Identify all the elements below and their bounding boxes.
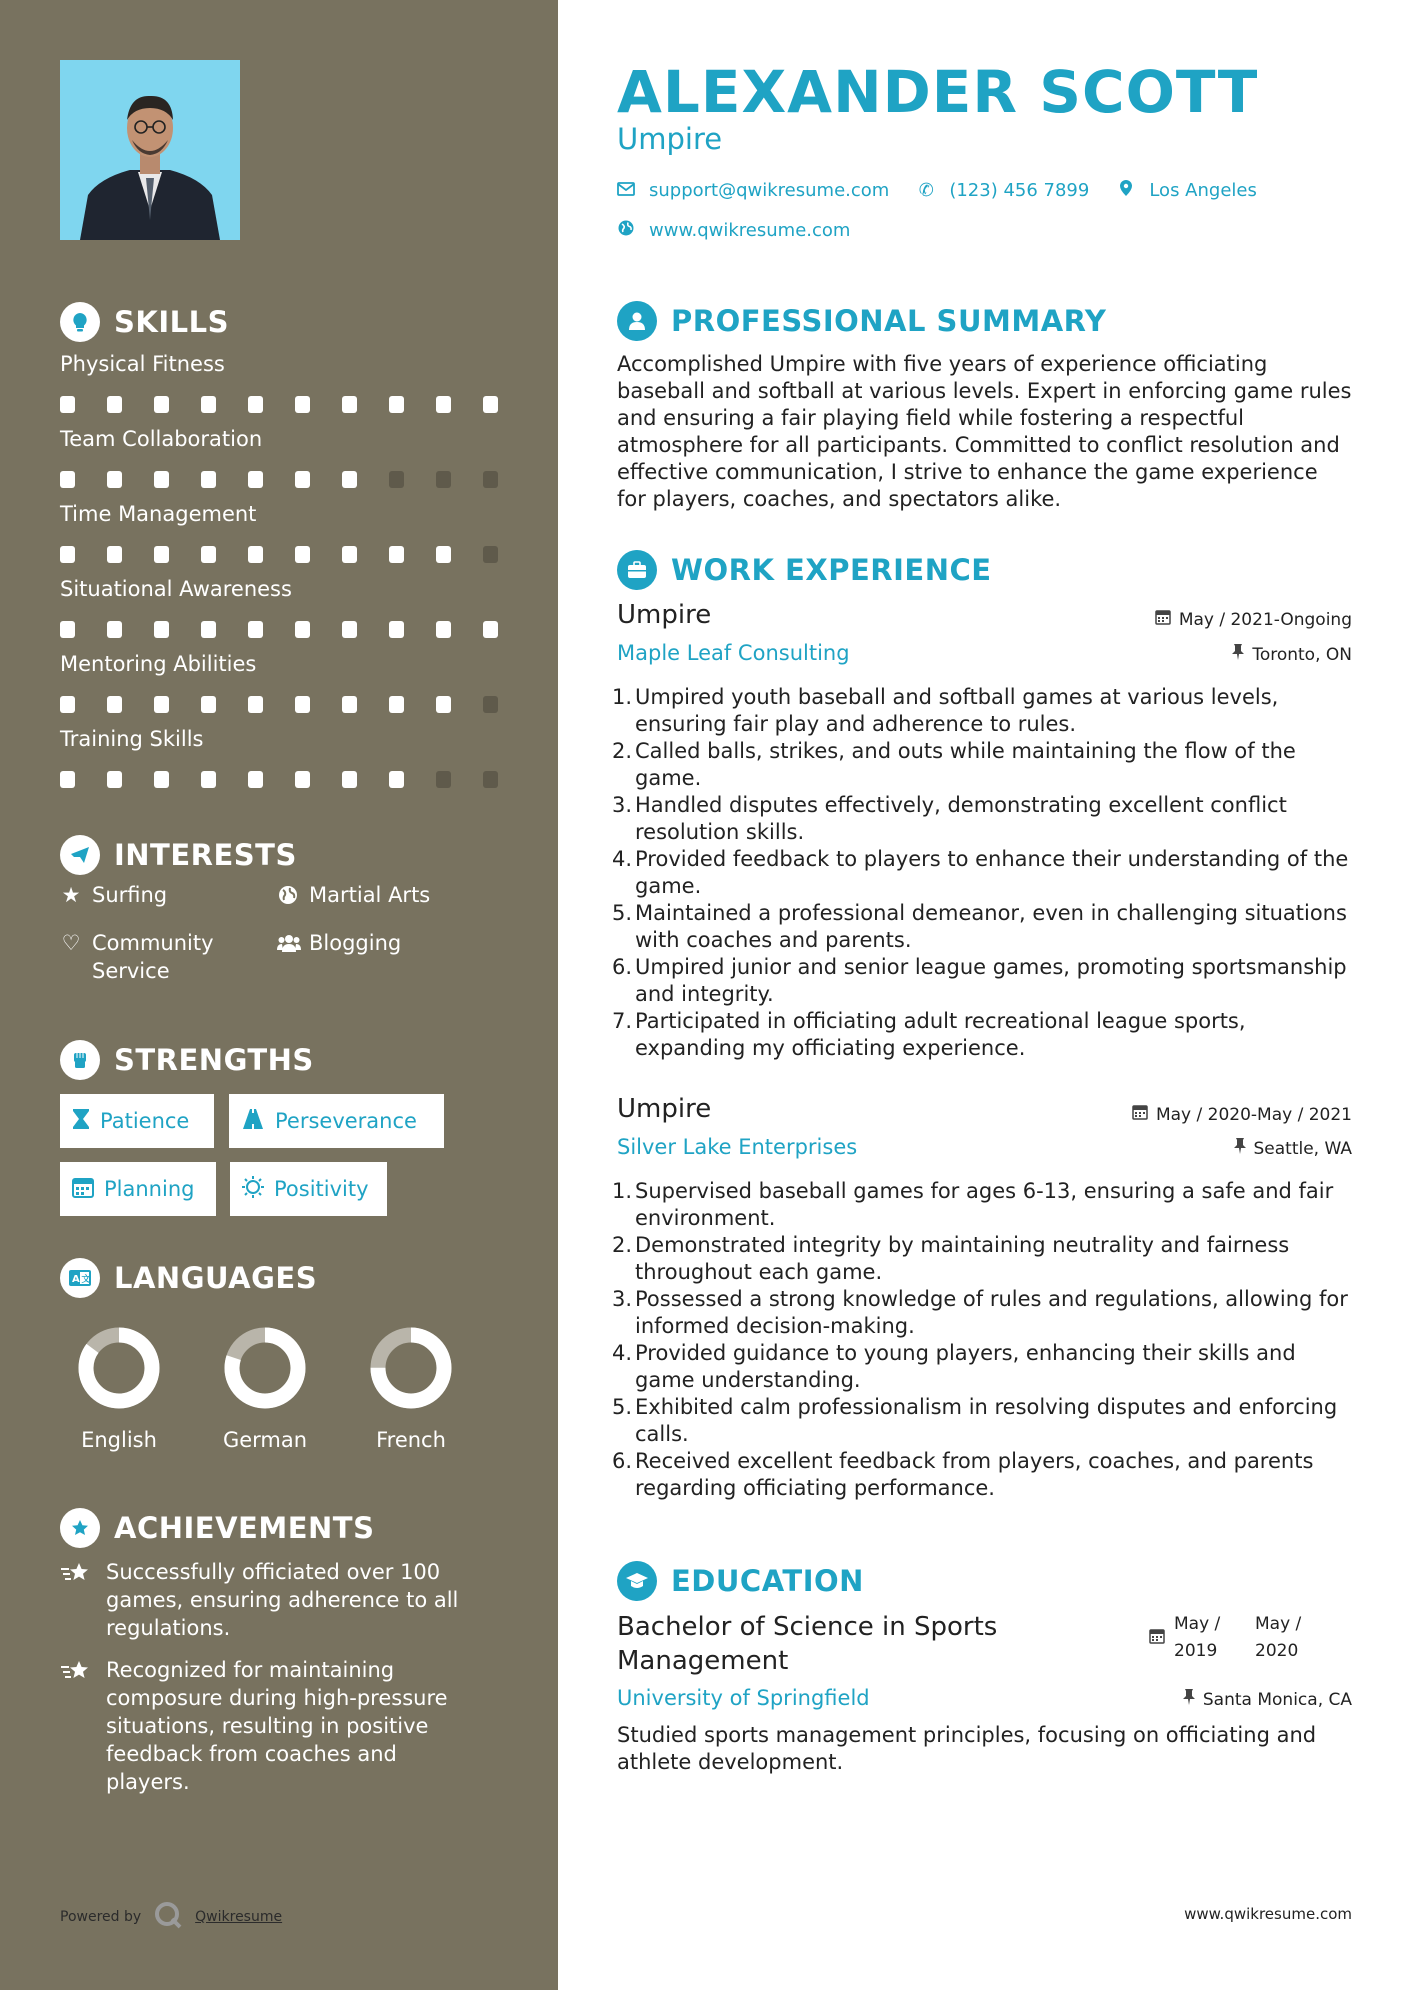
rating-dot-filled — [295, 396, 310, 413]
rating-dot-filled — [201, 396, 216, 413]
rating-dot-filled — [342, 396, 357, 413]
profile-photo — [60, 60, 240, 240]
education-heading — [617, 1561, 864, 1601]
rating-dot-filled — [342, 771, 357, 788]
language-donut — [369, 1326, 453, 1410]
duty-number: 4. — [612, 1341, 633, 1365]
road-icon — [241, 1109, 265, 1134]
medal-icon — [60, 1508, 100, 1548]
duty-number: 6. — [612, 955, 633, 979]
rating-dot-filled — [342, 621, 357, 638]
education-title: EDUCATION — [671, 1564, 864, 1598]
duty-number: 2. — [612, 739, 633, 763]
rating-dot-filled — [248, 621, 263, 638]
skill-row — [60, 346, 520, 421]
pushpin-icon — [1183, 1689, 1195, 1710]
rating-dot-empty — [436, 771, 451, 788]
duty-item — [612, 738, 1352, 792]
rating-dot-filled — [154, 546, 169, 563]
svg-text:文: 文 — [81, 1275, 91, 1285]
sun-icon — [242, 1176, 264, 1203]
job-duties-list — [612, 1178, 1352, 1502]
rating-dot-filled — [201, 471, 216, 488]
star-icon: ★ — [61, 883, 81, 907]
rating-dot-filled — [154, 471, 169, 488]
duty-text: Maintained a professional demeanor, even in challenging situations with coaches and parents. — [635, 901, 1347, 952]
skill-row — [60, 496, 520, 571]
rating-dot-filled — [154, 696, 169, 713]
rating-dot-filled — [295, 546, 310, 563]
job-location: Seattle, WA — [1234, 1138, 1353, 1159]
duty-number: 3. — [612, 1287, 633, 1311]
duty-item — [612, 1448, 1352, 1502]
rating-dot-filled — [154, 621, 169, 638]
website-row — [617, 220, 850, 241]
svg-text:A: A — [72, 1274, 80, 1285]
duty-text: Umpired youth baseball and softball games at various levels, ensuring fair play and adherence to rules. — [635, 685, 1279, 736]
duty-text: Provided guidance to young players, enhancing their skills and game understanding. — [635, 1341, 1296, 1392]
rating-dot-filled — [154, 771, 169, 788]
rating-dot-filled — [436, 696, 451, 713]
calendar-icon — [72, 1176, 94, 1203]
job-dates: May / 2020-May / 2021 — [1132, 1104, 1352, 1125]
footer-url[interactable]: www.qwikresume.com — [1184, 1905, 1352, 1923]
skill-row — [60, 421, 520, 496]
duty-item — [612, 792, 1352, 846]
skill-rating — [60, 621, 498, 638]
rating-dot-filled — [201, 621, 216, 638]
interests-heading — [60, 833, 520, 877]
duty-item — [612, 1008, 1352, 1062]
job-title: Umpire — [617, 1094, 712, 1124]
calendar-icon — [1155, 609, 1171, 630]
duty-item — [612, 846, 1352, 900]
strength-badge: Patience — [60, 1094, 214, 1148]
rating-dot-filled — [248, 696, 263, 713]
map-pin-icon — [1117, 180, 1135, 201]
rating-dot-filled — [60, 771, 75, 788]
contact-row — [617, 180, 1257, 201]
duty-number: 2. — [612, 1233, 633, 1257]
fist-icon — [60, 1040, 100, 1080]
candidate-role: Umpire — [617, 122, 723, 156]
achievement-item: Successfully officiated over 100 games, ensuring adherence to all regulations. — [60, 1558, 486, 1642]
duty-number: 5. — [612, 1395, 633, 1419]
interests-list — [60, 881, 520, 1011]
duty-item — [612, 1340, 1352, 1394]
rating-dot-filled — [483, 396, 498, 413]
skill-name: Training Skills — [60, 727, 204, 751]
rating-dot-filled — [107, 771, 122, 788]
duty-item — [612, 1286, 1352, 1340]
language-name: French — [376, 1428, 446, 1452]
strengths-section — [60, 1038, 520, 1224]
skill-rating — [60, 546, 498, 563]
language-donut — [77, 1326, 161, 1410]
language-donut — [223, 1326, 307, 1410]
job-company: Silver Lake Enterprises — [617, 1135, 858, 1159]
languages-title: LANGUAGES — [114, 1261, 318, 1295]
rating-dot-filled — [436, 546, 451, 563]
globe-icon — [617, 220, 635, 241]
language-icon — [60, 1258, 100, 1298]
duty-item — [612, 900, 1352, 954]
rating-dot-filled — [389, 621, 404, 638]
education-end-date: May / 2020 — [1255, 1614, 1302, 1661]
calendar-icon — [1132, 1104, 1148, 1125]
rating-dot-filled — [154, 396, 169, 413]
skills-section — [60, 300, 520, 796]
candidate-name: ALEXANDER SCOTT — [617, 58, 1259, 126]
duty-number: 6. — [612, 1449, 633, 1473]
rating-dot-filled — [389, 696, 404, 713]
rating-dot-filled — [201, 771, 216, 788]
job-location: Toronto, ON — [1232, 644, 1352, 665]
interests-title: INTERESTS — [114, 838, 297, 872]
rating-dot-empty — [483, 546, 498, 563]
sidebar — [0, 0, 558, 1990]
skill-name: Situational Awareness — [60, 577, 292, 601]
pushpin-icon — [1234, 1138, 1246, 1159]
summary-heading — [617, 301, 1106, 341]
rating-dot-filled — [60, 396, 75, 413]
duty-number: 5. — [612, 901, 633, 925]
heart-outline-icon: ♡ — [61, 931, 81, 955]
phone-number: (123) 456 7899 — [949, 180, 1090, 201]
duty-number: 7. — [612, 1009, 633, 1033]
duty-text: Called balls, strikes, and outs while maintaining the flow of the game. — [635, 739, 1296, 790]
duty-item — [612, 1394, 1352, 1448]
user-icon — [617, 301, 657, 341]
duty-item — [612, 684, 1352, 738]
rating-dot-filled — [107, 471, 122, 488]
strengths-list — [60, 1094, 520, 1224]
rating-dot-filled — [107, 396, 122, 413]
duty-text: Exhibited calm professionalism in resolving disputes and enforcing calls. — [635, 1395, 1338, 1446]
rating-dot-filled — [60, 696, 75, 713]
rating-dot-filled — [248, 771, 263, 788]
skill-rating — [60, 396, 498, 413]
rating-dot-filled — [389, 396, 404, 413]
skill-name: Team Collaboration — [60, 427, 263, 451]
rating-dot-filled — [342, 471, 357, 488]
languages-section — [60, 1256, 520, 1486]
languages-heading — [60, 1256, 520, 1300]
rating-dot-filled — [107, 546, 122, 563]
summary-title: PROFESSIONAL SUMMARY — [671, 304, 1107, 338]
qwikresume-logo-icon — [153, 1900, 183, 1934]
education-degree: Bachelor of Science in Sports Management — [617, 1612, 998, 1676]
email-link[interactable]: support@qwikresume.com — [649, 180, 890, 201]
duty-text: Received excellent feedback from players, coaches, and parents regarding officiating performance. — [635, 1449, 1314, 1500]
rating-dot-filled — [295, 471, 310, 488]
duty-number: 1. — [612, 685, 633, 709]
duty-number: 4. — [612, 847, 633, 871]
calendar-icon — [1149, 1628, 1165, 1648]
rating-dot-empty — [483, 471, 498, 488]
strength-badge: Positivity — [230, 1162, 387, 1216]
duty-text: Umpired junior and senior league games, promoting sportsmanship and integrity. — [635, 955, 1347, 1006]
language-item — [346, 1326, 476, 1452]
users-icon — [277, 929, 299, 960]
education-start-date: May / 2019 — [1174, 1614, 1221, 1661]
strengths-title: STRENGTHS — [114, 1043, 314, 1077]
duty-number: 1. — [612, 1179, 633, 1203]
hourglass-icon — [72, 1108, 90, 1135]
rating-dot-filled — [107, 621, 122, 638]
rating-dot-empty — [389, 471, 404, 488]
skill-rating — [60, 471, 498, 488]
achievements-section — [60, 1506, 520, 1794]
briefcase-icon — [617, 550, 657, 590]
interest-item: Blogging — [277, 929, 401, 960]
rating-dot-filled — [389, 771, 404, 788]
skills-title: SKILLS — [114, 305, 229, 339]
skill-name: Mentoring Abilities — [60, 652, 257, 676]
skill-rating — [60, 696, 498, 713]
skills-heading — [60, 300, 520, 344]
rating-dot-filled — [107, 696, 122, 713]
education-school: University of Springfield — [617, 1686, 870, 1710]
rating-dot-empty — [483, 696, 498, 713]
rating-dot-filled — [436, 396, 451, 413]
language-item — [54, 1326, 184, 1452]
rating-dot-filled — [342, 546, 357, 563]
skill-rating — [60, 771, 498, 788]
rating-dot-filled — [295, 771, 310, 788]
strengths-heading — [60, 1038, 520, 1082]
job-company: Maple Leaf Consulting — [617, 641, 850, 665]
strength-badge: Planning — [60, 1162, 216, 1216]
skill-name: Physical Fitness — [60, 352, 225, 376]
language-name: English — [81, 1428, 157, 1452]
education-description: Studied sports management principles, focusing on officiating and athlete development. — [617, 1723, 1317, 1774]
website-link[interactable]: www.qwikresume.com — [649, 220, 851, 241]
paper-plane-icon — [60, 835, 100, 875]
envelope-icon — [617, 180, 635, 201]
job-title: Umpire — [617, 600, 712, 630]
lightbulb-icon — [60, 302, 100, 342]
shooting-star-icon — [60, 1558, 92, 1642]
location-text: Los Angeles — [1149, 180, 1257, 201]
rating-dot-filled — [295, 696, 310, 713]
interest-item: ♡ Community Service — [61, 931, 214, 983]
duty-number: 3. — [612, 793, 633, 817]
interest-item: Martial Arts — [277, 881, 430, 912]
duty-text: Supervised baseball games for ages 6-13, ensuring a safe and fair environment. — [635, 1179, 1334, 1230]
duty-text: Provided feedback to players to enhance their understanding of the game. — [635, 847, 1349, 898]
duty-text: Handled disputes effectively, demonstrating excellent conflict resolution skills. — [635, 793, 1287, 844]
education-location: Santa Monica, CA — [1183, 1689, 1352, 1710]
duty-text: Possessed a strong knowledge of rules and regulations, allowing for informed decision-making. — [635, 1287, 1348, 1338]
experience-title: WORK EXPERIENCE — [671, 553, 992, 587]
rating-dot-filled — [248, 471, 263, 488]
duty-text: Participated in officiating adult recreational league sports, expanding my officiating experience. — [635, 1009, 1246, 1060]
skill-name: Time Management — [60, 502, 257, 526]
skill-row — [60, 571, 520, 646]
achievement-item: Recognized for maintaining composure during high-pressure situations, resulting in positive feedback from coaches and players. — [60, 1656, 486, 1796]
powered-by: Powered by Qwikresume — [60, 1900, 282, 1934]
experience-heading — [617, 550, 992, 590]
rating-dot-empty — [436, 471, 451, 488]
strength-badge: Perseverance — [229, 1094, 444, 1148]
interest-item: ★ Surfing — [61, 883, 168, 907]
duty-item — [612, 1178, 1352, 1232]
rating-dot-filled — [436, 621, 451, 638]
achievements-heading — [60, 1506, 520, 1550]
duty-item — [612, 1232, 1352, 1286]
summary-text: Accomplished Umpire with five years of experience officiating baseball and softball at various levels. Expert in enforcing game rules and ensuring a fair playing field while fostering a respectful atmosphere for all participants. Committed to conflict resolution and effective communication, I strive to enhance the game experience for players, coaches, and spectators alike. — [617, 352, 1352, 511]
rating-dot-empty — [483, 771, 498, 788]
qwikresume-link[interactable]: Qwikresume — [195, 1909, 283, 1925]
interests-section — [60, 833, 520, 1011]
language-name: German — [222, 1428, 308, 1452]
rating-dot-filled — [295, 621, 310, 638]
achievements-title: ACHIEVEMENTS — [114, 1511, 375, 1545]
graduation-cap-icon — [617, 1561, 657, 1601]
skills-list — [60, 346, 520, 796]
rating-dot-filled — [248, 546, 263, 563]
rating-dot-filled — [60, 546, 75, 563]
rating-dot-filled — [60, 471, 75, 488]
shooting-star-icon — [60, 1656, 92, 1796]
job-duties-list — [612, 684, 1352, 1062]
rating-dot-filled — [60, 621, 75, 638]
globe-icon — [277, 881, 299, 912]
rating-dot-filled — [248, 396, 263, 413]
language-item — [200, 1326, 330, 1452]
skill-row — [60, 646, 520, 721]
phone-icon: ✆ — [918, 180, 934, 201]
rating-dot-filled — [389, 546, 404, 563]
rating-dot-filled — [201, 696, 216, 713]
rating-dot-filled — [342, 696, 357, 713]
duty-item — [612, 954, 1352, 1008]
skill-row — [60, 721, 520, 796]
rating-dot-filled — [201, 546, 216, 563]
duty-text: Demonstrated integrity by maintaining neutrality and fairness throughout each game. — [635, 1233, 1290, 1284]
rating-dot-filled — [483, 621, 498, 638]
job-dates: May / 2021-Ongoing — [1155, 609, 1352, 630]
languages-list — [60, 1326, 520, 1486]
pushpin-icon — [1232, 644, 1244, 665]
